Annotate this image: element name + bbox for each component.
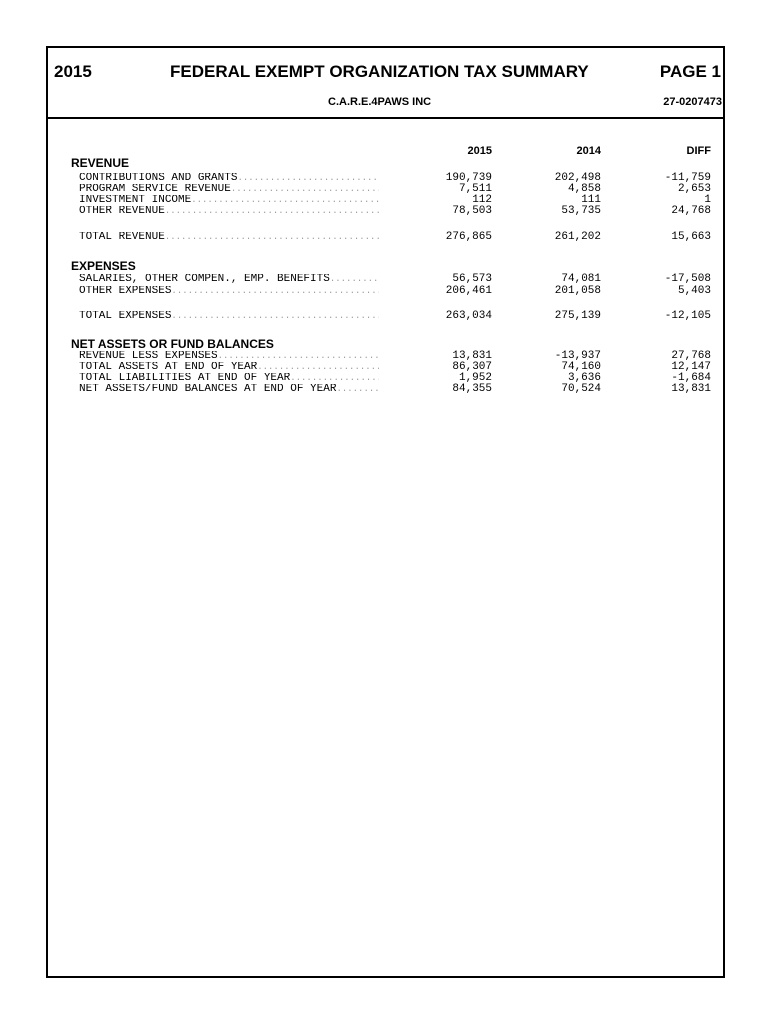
row-label: OTHER EXPENSES .....: [79, 286, 379, 296]
value-diff: -11,759: [664, 172, 711, 184]
value-diff: -17,508: [664, 273, 711, 285]
value-prior: 53,735: [561, 205, 601, 217]
row-label: CONTRIBUTIONS AND GRANTS .....: [79, 173, 379, 183]
table-row: [79, 274, 719, 284]
row-label: INVESTMENT INCOME .....: [79, 195, 379, 205]
value-current: 84,355: [452, 383, 492, 395]
row-label: SALARIES, OTHER COMPEN., EMP. BENEFITS .....: [79, 274, 379, 284]
value-prior: 201,058: [554, 285, 601, 297]
table-row: [79, 286, 719, 296]
value-current: 276,865: [445, 231, 492, 243]
organization-name: C.A.R.E.4PAWS INC: [328, 96, 432, 108]
table-row: [79, 373, 719, 383]
value-prior: 74,081: [561, 273, 601, 285]
value-prior: 70,524: [561, 383, 601, 395]
column-header-prior: 2014: [576, 145, 601, 157]
value-current: 13,831: [452, 350, 492, 362]
value-diff: 15,663: [671, 231, 711, 243]
table-row: [79, 206, 719, 216]
value-prior: 74,160: [561, 361, 601, 373]
table-row: [79, 362, 719, 372]
table-row: [79, 351, 719, 361]
report-header: [48, 48, 723, 119]
row-label: NET ASSETS/FUND BALANCES AT END OF YEAR .....: [79, 384, 379, 394]
value-prior: 111: [581, 194, 601, 206]
row-label: TOTAL LIABILITIES AT END OF YEAR .....: [79, 373, 379, 383]
column-header-current: 2015: [467, 145, 492, 157]
page-frame: [46, 46, 725, 978]
value-current: 1,952: [458, 372, 492, 384]
value-current: 78,503: [452, 205, 492, 217]
value-prior: -13,937: [554, 350, 601, 362]
value-diff: 2,653: [677, 183, 711, 195]
value-prior: 261,202: [554, 231, 601, 243]
value-prior: 4,858: [567, 183, 601, 195]
value-diff: 1: [704, 194, 711, 206]
value-current: 86,307: [452, 361, 492, 373]
value-prior: 275,139: [554, 310, 601, 322]
value-diff: 24,768: [671, 205, 711, 217]
total-row-revenue: [79, 232, 719, 242]
section-heading-expenses: EXPENSES: [71, 259, 136, 273]
table-row: [79, 195, 719, 205]
value-diff: -12,105: [664, 310, 711, 322]
value-diff: 12,147: [671, 361, 711, 373]
row-label: TOTAL REVENUE .....: [79, 232, 379, 242]
value-current: 112: [472, 194, 492, 206]
value-diff: 5,403: [677, 285, 711, 297]
value-current: 206,461: [445, 285, 492, 297]
row-label: PROGRAM SERVICE REVENUE .....: [79, 184, 379, 194]
value-prior: 202,498: [554, 172, 601, 184]
value-current: 56,573: [452, 273, 492, 285]
tax-year: 2015: [54, 62, 92, 81]
page-number: PAGE 1: [659, 62, 721, 81]
value-diff: 13,831: [671, 383, 711, 395]
value-diff: -1,684: [671, 372, 711, 384]
section-heading-net-assets: NET ASSETS OR FUND BALANCES: [71, 337, 274, 351]
value-current: 190,739: [445, 172, 492, 184]
column-header-diff: DIFF: [686, 145, 711, 157]
ein-number: 27-0207473: [663, 96, 722, 108]
report-title: FEDERAL EXEMPT ORGANIZATION TAX SUMMARY: [170, 62, 589, 81]
row-label: REVENUE LESS EXPENSES .....: [79, 351, 379, 361]
value-prior: 3,636: [567, 372, 601, 384]
table-row: [79, 384, 719, 394]
row-label: OTHER REVENUE .....: [79, 206, 379, 216]
value-diff: 27,768: [671, 350, 711, 362]
table-row: [79, 184, 719, 194]
total-row-expenses: [79, 311, 719, 321]
section-heading-revenue: REVENUE: [71, 156, 130, 170]
table-row: [79, 173, 719, 183]
value-current: 7,511: [458, 183, 492, 195]
value-current: 263,034: [445, 310, 492, 322]
row-label: TOTAL ASSETS AT END OF YEAR .....: [79, 362, 379, 372]
row-label: TOTAL EXPENSES .....: [79, 311, 379, 321]
